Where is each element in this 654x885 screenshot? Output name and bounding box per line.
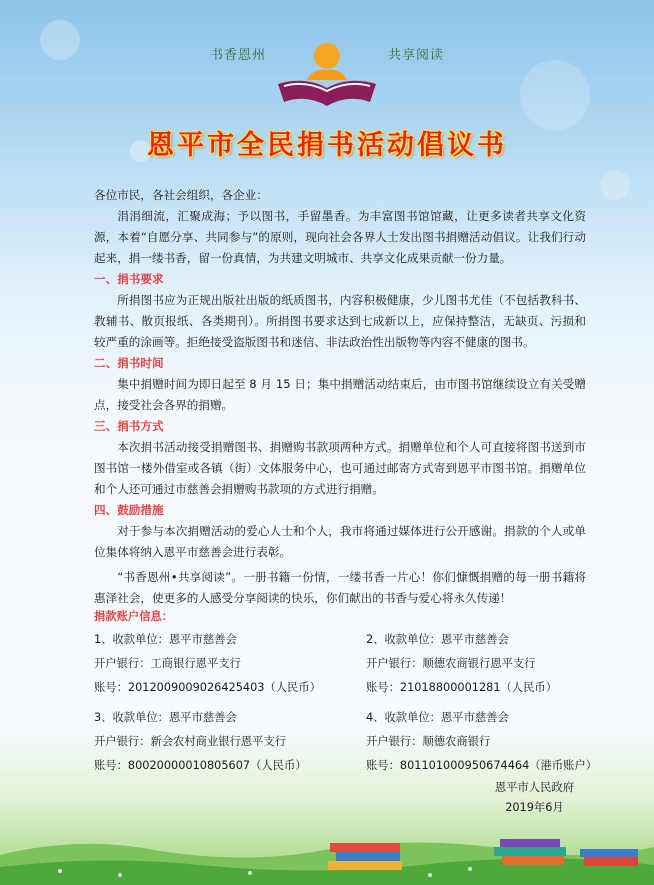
section-text: 对于参与本次捐赠活动的爱心人士和个人，我市将通过媒体进行公开感谢。捐款的个人或单位集体将纳入恩平市慈善会进行表彰。 [94, 524, 586, 559]
account-number: 账号：80020000010805607（人民币） [94, 759, 307, 772]
donation-accounts [94, 606, 598, 778]
intro-paragraph: 涓涓细流，汇聚成海；予以图书，手留墨香。为丰富图书馆馆藏，让更多读者共享文化资源，本着“自愿分享、共同参与”的原则，现向社会各界人士发出图书捐赠活动倡议。让我们行动起来，捐一缕书香，留一份真情，为共建文明城市、共享文化成果贡献一份力量。 [94, 209, 586, 265]
signature-org: 恩平市人民政府 [494, 781, 574, 794]
account-block [94, 706, 366, 778]
section-text: 集中捐赠时间为即日起至 8 月 15 日；集中捐赠活动结束后，由市图书馆继续设立有关受赠点，接受社会各界的捐赠。 [94, 377, 586, 412]
salutation: 各位市民，各社会组织，各企业： [94, 188, 268, 202]
account-number: 账号：2012009009026425403（人民币） [94, 681, 321, 694]
closing-paragraph: “书香恩州•共享阅读”。一册书籍一份情，一缕书香一片心！你们慷慨捐赠的每一册书籍将惠泽社会，使更多的人感受分享阅读的快乐，你们献出的书香与爱心将永久传递！ [94, 570, 586, 605]
account-block [366, 628, 594, 700]
section-heading: 四、鼓励措施 [94, 503, 164, 517]
account-bank: 开户银行：新会农村商业银行恩平支行 [94, 735, 287, 748]
grass-and-books-decoration [0, 805, 654, 885]
account-unit: 4、收款单位：恩平市慈善会 [366, 711, 509, 724]
background-sparkle [40, 20, 80, 60]
background-sparkle [520, 60, 590, 130]
account-number: 账号：21018800001281（人民币） [366, 681, 557, 694]
section-text: 所捐图书应为正规出版社出版的纸质图书，内容积极健康，少儿图书尤佳（不包括教科书、教辅书、散页报纸、各类期刊）。所捐图书要求达到七成新以上，应保持整洁，无缺页、污损和较严重的涂画等。拒绝接受盗版图书和迷信、非法政治性出版物等内容不健康的图书。 [94, 293, 586, 349]
background-sparkle [600, 170, 630, 200]
signature-date: 2019年6月 [505, 801, 564, 814]
section-text: 本次捐书活动接受捐赠图书、捐赠购书款项两种方式。捐赠单位和个人可直接将图书送到市图书馆一楼外借室或各镇（街）文体服务中心，也可通过邮寄方式寄到恩平市图书馆。捐赠单位和个人还可通过市慈善会捐赠购书款项的方式进行捐赠。 [94, 440, 586, 496]
account-bank: 开户银行：顺德农商银行恩平支行 [366, 657, 536, 670]
letter-body [94, 185, 586, 609]
account-unit: 1、收款单位：恩平市慈善会 [94, 633, 237, 646]
account-bank: 开户银行：顺德农商银行 [366, 735, 491, 748]
section-heading: 一、捐书要求 [94, 272, 164, 286]
open-book-icon [210, 40, 444, 114]
book-stack-icon [494, 839, 566, 865]
account-block [366, 706, 598, 778]
book-stack-icon [328, 843, 402, 870]
logo-right-text: 共享阅读 [387, 48, 444, 63]
account-unit: 3、收款单位：恩平市慈善会 [94, 711, 237, 724]
section-heading: 二、捐书时间 [94, 356, 164, 370]
accounts-title: 捐款账户信息： [94, 610, 174, 623]
account-block [94, 628, 366, 700]
reading-logo [210, 40, 444, 114]
page-title: 恩平市全民捐书活动倡议书 [147, 130, 507, 161]
logo-left-text: 书香恩州 [210, 48, 267, 63]
account-number: 账号：801101000950674464（港币账户） [366, 759, 598, 772]
account-unit: 2、收款单位：恩平市慈善会 [366, 633, 509, 646]
account-bank: 开户银行：工商银行恩平支行 [94, 657, 241, 670]
book-stack-icon [580, 849, 638, 866]
section-heading: 三、捐书方式 [94, 419, 164, 433]
